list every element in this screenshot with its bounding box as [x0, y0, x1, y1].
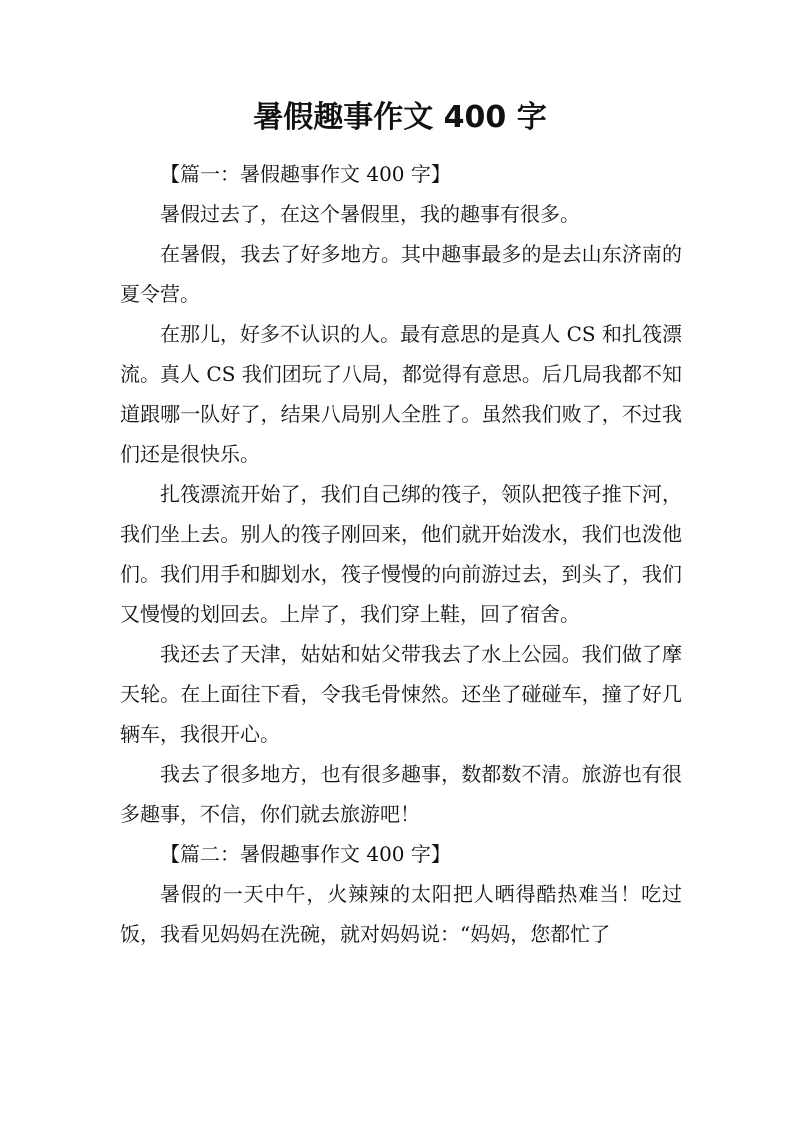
- paragraph: 暑假过去了，在这个暑假里，我的趣事有很多。: [160, 202, 580, 226]
- document-body: [120, 154, 682, 954]
- document-title: 暑假趣事作文 400 字: [253, 100, 547, 135]
- paragraph: 我还去了天津，姑姑和姑父带我去了水上公园。我们做了摩天轮。在上面往下看，令我毛骨悚然。还坐了碰碰车，撞了好几辆车，我很开心。: [120, 642, 682, 746]
- section-heading-2: 【篇二：暑假趣事作文 400 字】: [160, 842, 451, 866]
- paragraph: 在那儿，好多不认识的人。最有意思的是真人 CS 和扎筏漂流。真人 CS 我们团玩了八局，都觉得有意思。后几局我都不知道跟哪一队好了，结果八局别人全胜了。虽然我们败了，不过我们还是很快乐。: [120, 322, 682, 466]
- paragraph: 我去了很多地方，也有很多趣事，数都数不清。旅游也有很多趣事，不信，你们就去旅游吧！: [120, 762, 682, 826]
- paragraph: 扎筏漂流开始了，我们自己绑的筏子，领队把筏子推下河，我们坐上去。别人的筏子刚回来，他们就开始泼水，我们也泼他们。我们用手和脚划水，筏子慢慢的向前游过去，到头了，我们又慢慢的划回去。上岸了，我们穿上鞋，回了宿舍。: [120, 482, 682, 626]
- section-heading-1: 【篇一：暑假趣事作文 400 字】: [160, 162, 451, 186]
- paragraph: 暑假的一天中午，火辣辣的太阳把人晒得酷热难当！吃过饭，我看见妈妈在洗碗，就对妈妈说：“妈妈，您都忙了: [120, 882, 682, 946]
- paragraph: 在暑假，我去了好多地方。其中趣事最多的是去山东济南的夏令营。: [120, 242, 682, 306]
